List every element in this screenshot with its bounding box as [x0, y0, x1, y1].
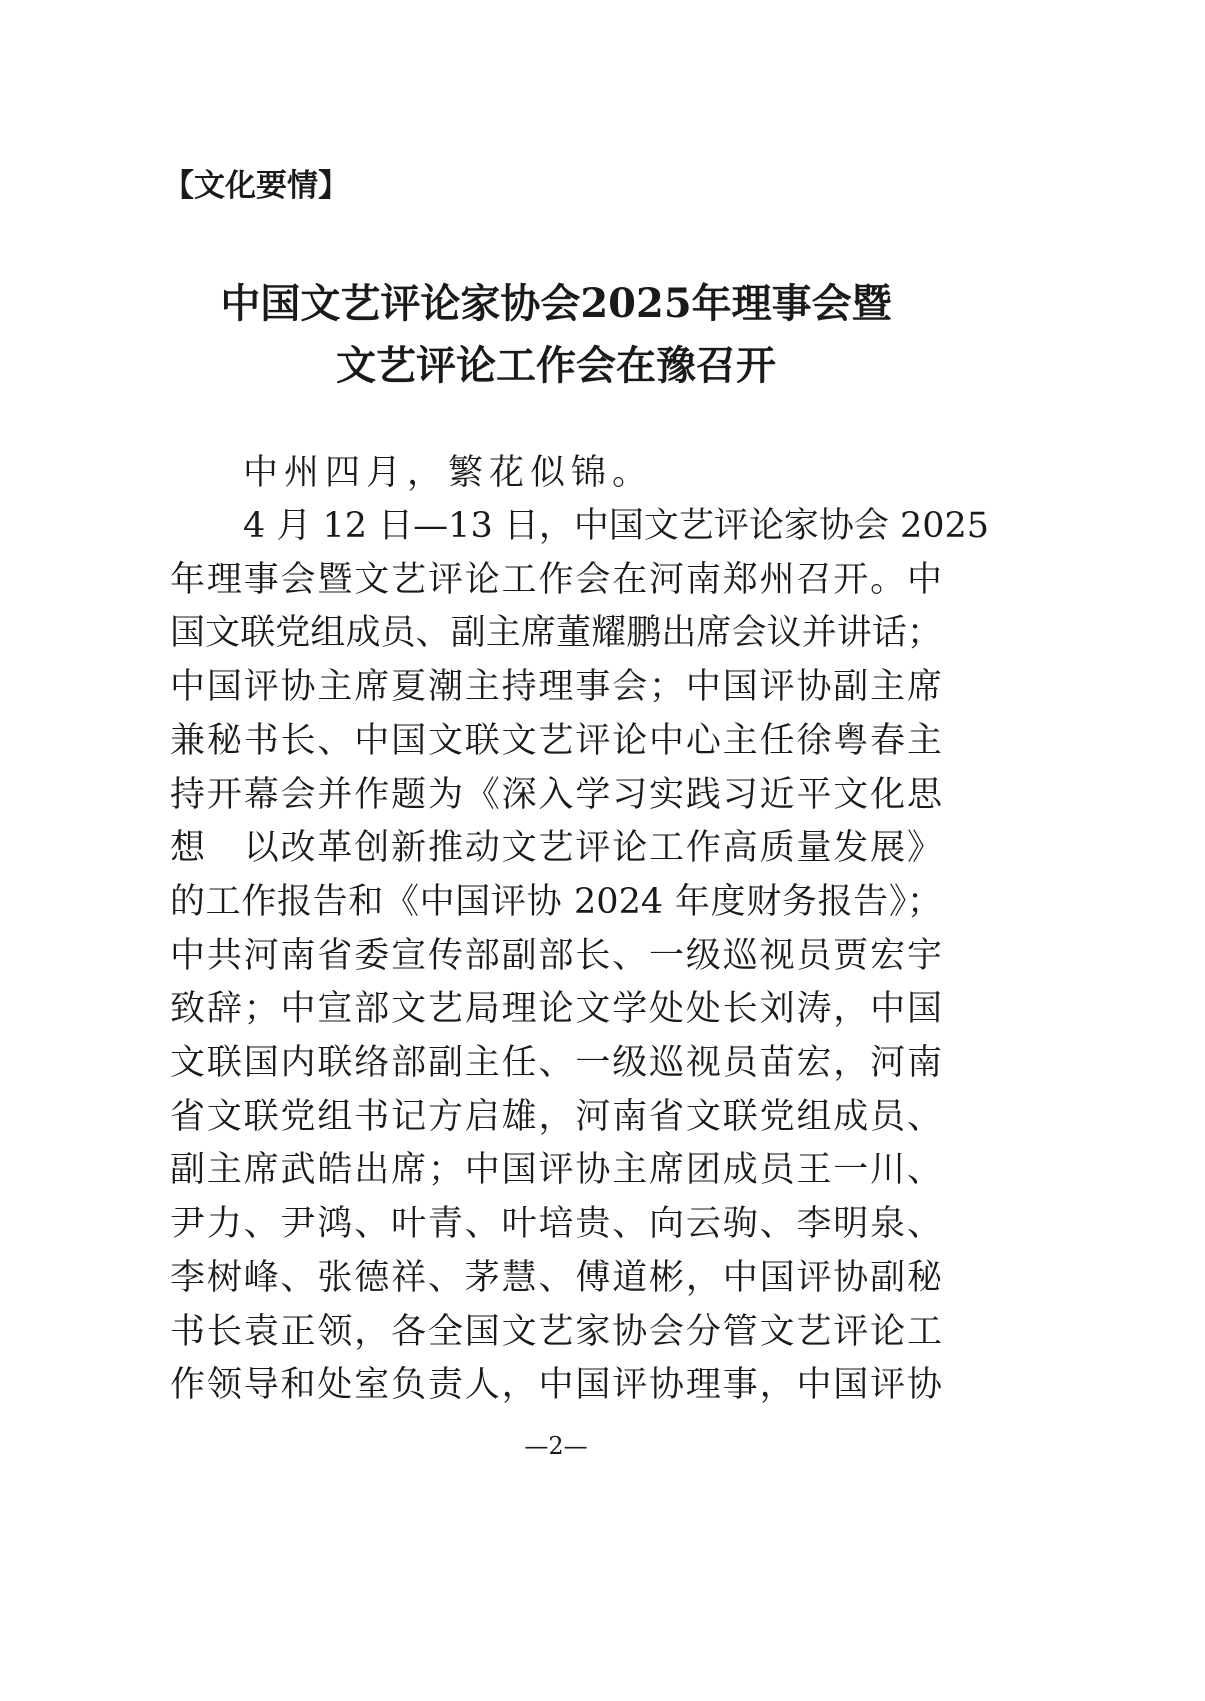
- body-line: 中国评协主席夏潮主持理事会；中国评协副主席: [170, 667, 942, 708]
- body-line: 致辞；中宣部文艺局理论文学处处长刘涛，中国: [170, 989, 942, 1030]
- body-line: 持开幕会并作题为《深入学习实践习近平文化思: [170, 774, 942, 815]
- article-title-line-2: 文艺评论工作会在豫召开: [336, 342, 776, 389]
- body-line: 副主席武皓出席；中国评协主席团成员王一川、: [170, 1150, 942, 1191]
- body-line: 省文联党组书记方启雄，河南省文联党组成员、: [170, 1096, 942, 1137]
- body-line: 4 月 12 日—13 日，中国文艺评论家协会 2025: [243, 506, 990, 546]
- body-line: 文联国内联络部副主任、一级巡视员苗宏，河南: [170, 1043, 942, 1083]
- body-line: 尹力、尹鸿、叶青、叶培贵、向云驹、李明泉、: [170, 1204, 942, 1245]
- page-number: —2—: [524, 1432, 588, 1460]
- body-line: 国文联党组成员、副主席董耀鹏出席会议并讲话；: [170, 613, 942, 654]
- body-line: 书长袁正领，各全国文艺家协会分管文艺评论工: [170, 1311, 942, 1352]
- body-line: 的工作报告和《中国评协 2024 年度财务报告》；: [170, 881, 942, 922]
- article-title-line-1: 中国文艺评论家协会2025年理事会暨: [220, 280, 892, 327]
- section-label: 【文化要情】: [163, 168, 349, 204]
- body-line: 兼秘书长、中国文联文艺评论中心主任徐粤春主: [170, 720, 942, 761]
- body-line: 李树峰、张德祥、茅慧、傅道彬，中国评协副秘: [170, 1257, 942, 1298]
- paragraph-intro: 中州四月，繁花似锦。: [243, 453, 654, 493]
- body-line: 作领导和处室负责人，中国评协理事，中国评协: [170, 1365, 942, 1406]
- body-line: 想 以改革创新推动文艺评论工作高质量发展》: [170, 828, 942, 869]
- body-line: 年理事会暨文艺评论工作会在河南郑州召开。中: [170, 559, 942, 600]
- body-line: 中共河南省委宣传部副部长、一级巡视员贾宏宇: [170, 935, 942, 976]
